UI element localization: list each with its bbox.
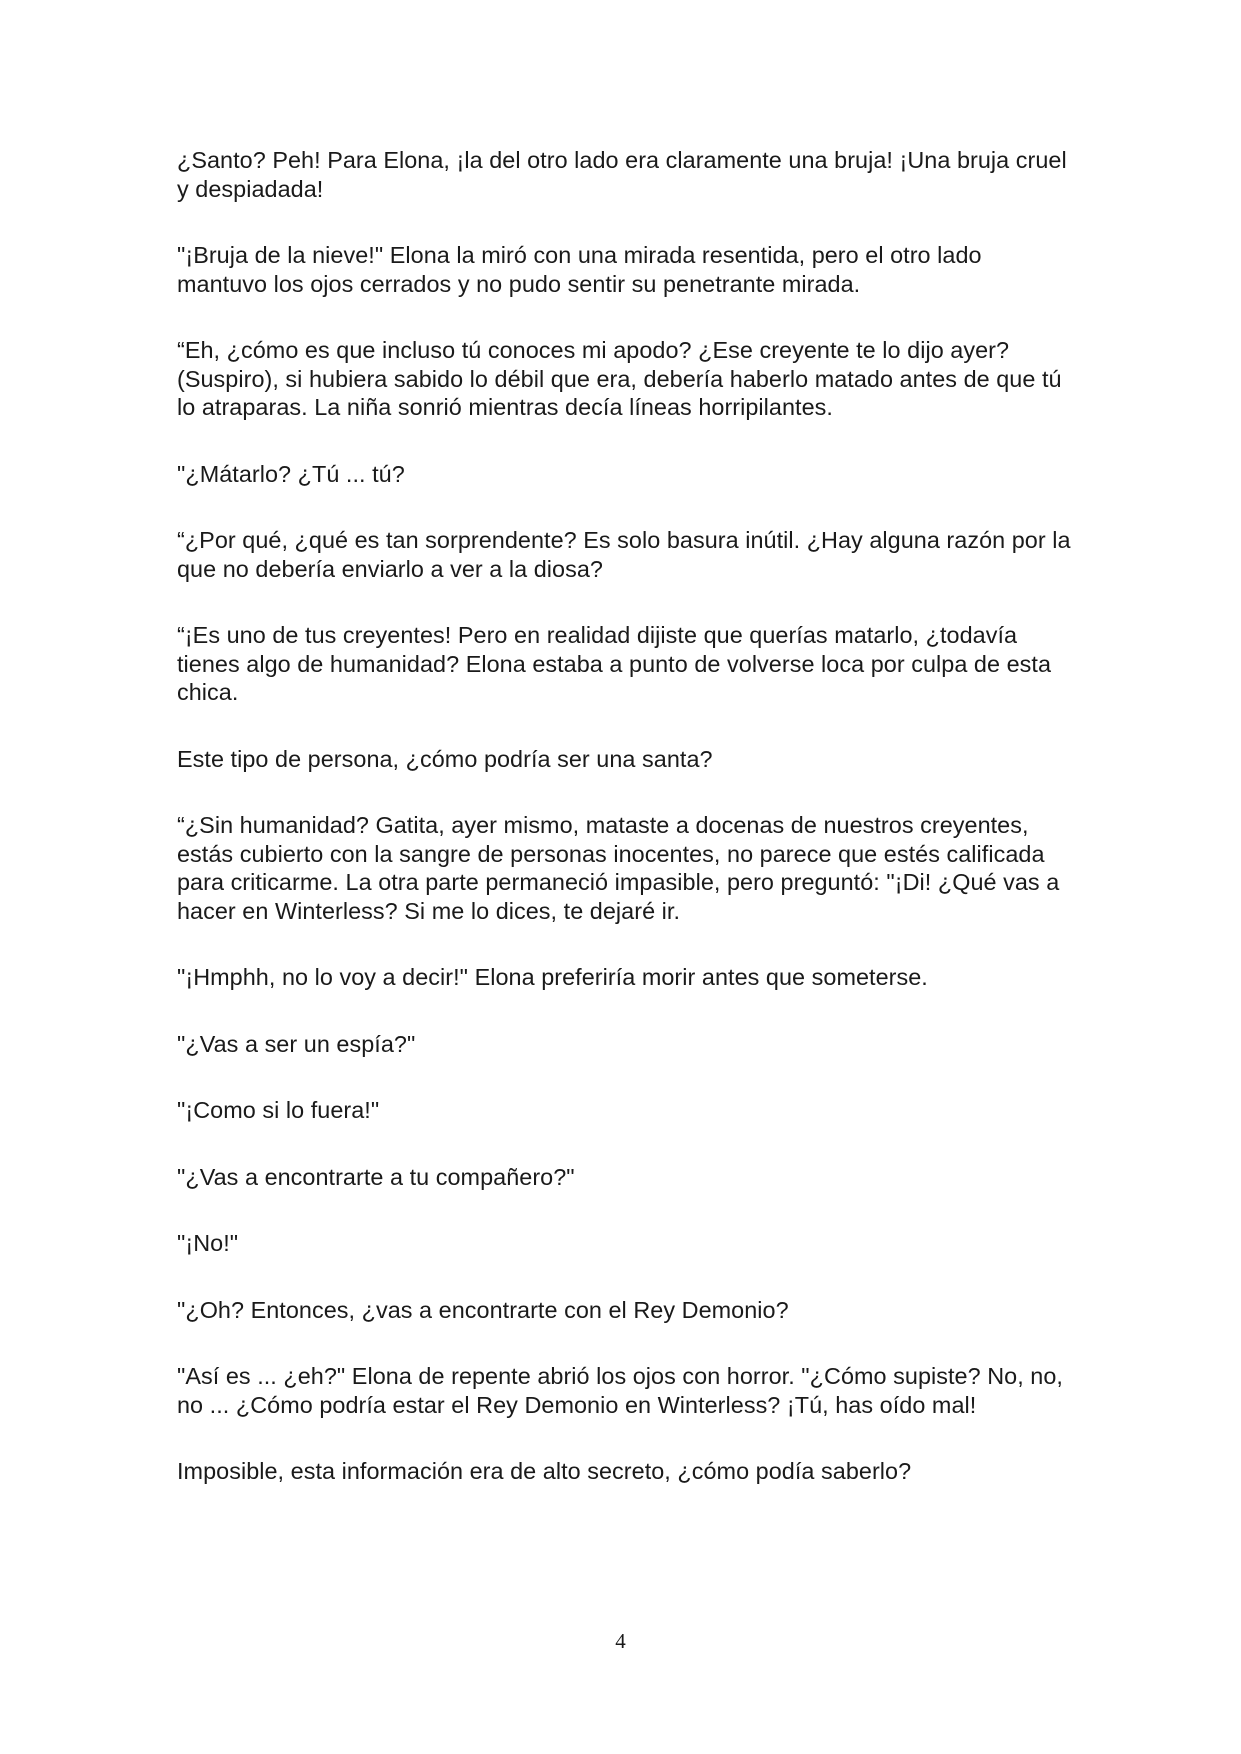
paragraph-6: “¡Es uno de tus creyentes! Pero en realidad dijiste que querías matarlo, ¿todavía tienes algo de humanidad? Elona estaba a punto de volverse loca por culpa de esta chica. [177, 622, 1052, 705]
paragraph-13: "¡No!" [177, 1230, 239, 1256]
paragraph-8: “¿Sin humanidad? Gatita, ayer mismo, mataste a docenas de nuestros creyentes, estás cubierto con la sangre de personas inocentes, no parece que estés calificada para criticarme. La otra parte permaneció impasible, pero preguntó: "¡Di! ¿Qué vas a hacer en Winterless? Si me lo dices, te dejaré ir. [177, 812, 1060, 924]
paragraph-9: "¡Hmphh, no lo voy a decir!" Elona preferiría morir antes que someterse. [177, 964, 928, 990]
text-body [177, 146, 1077, 1524]
paragraph-15: "Así es ... ¿eh?" Elona de repente abrió los ojos con horror. "¿Cómo supiste? No, no, no ... ¿Cómo podría estar el Rey Demonio en Winterless? ¡Tú, has oído mal! [177, 1363, 1063, 1418]
paragraph-7: Este tipo de persona, ¿cómo podría ser una santa? [177, 745, 713, 772]
paragraph-16: Imposible, esta información era de alto secreto, ¿cómo podía saberlo? [177, 1458, 912, 1484]
paragraph-5: “¿Por qué, ¿qué es tan sorprendente? Es solo basura inútil. ¿Hay alguna razón por la que no debería enviarlo a ver a la diosa? [177, 527, 1071, 582]
paragraph-2: "¡Bruja de la nieve!" Elona la miró con una mirada resentida, pero el otro lado mantuvo los ojos cerrados y no pudo sentir su penetrante mirada. [177, 242, 982, 297]
paragraph-12: "¿Vas a encontrarte a tu compañero?" [177, 1163, 575, 1190]
paragraph-11: "¡Como si lo fuera!" [177, 1097, 380, 1123]
paragraph-10: "¿Vas a ser un espía?" [177, 1030, 416, 1057]
paragraph-14: "¿Oh? Entonces, ¿vas a encontrarte con el Rey Demonio? [177, 1296, 789, 1323]
paragraph-4: "¿Mátarlo? ¿Tú ... tú? [177, 460, 405, 487]
paragraph-1: ¿Santo? Peh! Para Elona, ¡la del otro lado era claramente una bruja! ¡Una bruja cruel y despiadada! [177, 147, 1067, 202]
page-number: 4 [615, 1629, 626, 1653]
paragraph-3: “Eh, ¿cómo es que incluso tú conoces mi apodo? ¿Ese creyente te lo dijo ayer? (Suspiro), si hubiera sabido lo débil que era, debería haberlo matado antes de que tú lo atraparas. La niña sonrió mientras decía líneas horripilantes. [177, 337, 1062, 420]
